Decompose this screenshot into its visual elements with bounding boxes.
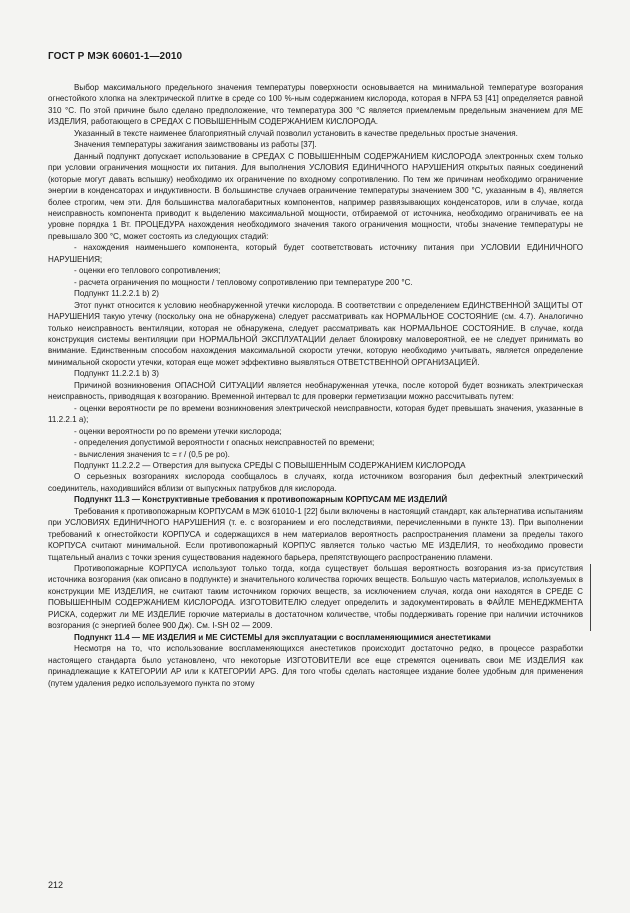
paragraph-marked: Противопожарные КОРПУСА используют только тогда, когда существует большая вероятность возгорания из-за присутствия источника возгорания (как описано в подпункте) и значительного количества горючих веществ. Большую часть материалов, используемых в конструкции МЕ ИЗДЕЛИЯ, не считают таким источником горючих веществ, за исключением случая, когда они находятся в СРЕДЕ С ПОВЫШЕННЫМ СОДЕРЖАНИЕМ КИСЛОРОДА. ИЗГОТОВИТЕЛЮ следует определить и задокументировать в ФАЙЛЕ МЕНЕДЖМЕНТА РИСКА, содержит ли МЕ ИЗДЕЛИЕ горючие материалы в достаточном количестве, чтобы поддерживать горение при наличии источников возгорания (с энергией более 900 Дж). См. I-SH 02 — 2009. — [48, 564, 583, 631]
subclause-heading: Подпункт 11.2.2.1 b) 3) — [74, 369, 159, 379]
paragraph: Данный подпункт допускает использование в СРЕДАХ С ПОВЫШЕННЫМ СОДЕРЖАНИЕМ КИСЛОРОДА электронных схем только при условии ограничения мощности их питания. Для выполнения УСЛОВИЯ ЕДИНИЧНОГО НАРУШЕНИЯ открытых паяных соединений (которые могут давать вспышку) необходимо их ограничение по входному сопротивлению. По тем же причинам необходимо ограничение энергии в конденсаторах и индуктивности. В большинстве случаев ограничение температуры значением 300 °С, указанным в 4), является более строгим, чем эти. Для большинства малогабаритных компонентов, например развязывающих конденсаторов, или в случае, когда неисправность компонента приводит к выделению максимальной мощности, отбираемой от источника, необходимо ограничивать ее на уровне порядка 1 Вт. ПРОЦЕДУРА нахождения необходимого значения такого ограничения мощности, чтобы значение температуры не превышало 300 °С, может состоять из следующих стадий: — [48, 151, 583, 241]
standard-header: ГОСТ Р МЭК 60601-1—2010 — [48, 51, 183, 62]
paragraph: Указанный в тексте наименее благоприятный случай позволил установить в качестве предельных простые значения. — [74, 128, 518, 138]
paragraph: Причиной возникновения ОПАСНОЙ СИТУАЦИИ является необнаруженная утечка, после которой будет возникать электрическая неисправность, приводящая к возгоранию. Временной интервал tc для проверки герметизации можно рассчитывать путем: — [48, 380, 583, 402]
list-item: - нахождения наименьшего компонента, который будет соответствовать источнику питания при УСЛОВИИ ЕДИНИЧНОГО НАРУШЕНИЯ; — [48, 243, 583, 264]
page-number: 212 — [48, 880, 64, 890]
subclause-heading-bold: Подпункт 11.4 — МЕ ИЗДЕЛИЯ и МЕ СИСТЕМЫ для эксплуатации с воспламеняющимися анестетиками — [74, 632, 491, 642]
subclause-heading: Подпункт 11.2.2.2 — Отверстия для выпуска СРЕДЫ С ПОВЫШЕННЫМ СОДЕРЖАНИЕМ КИСЛОРОДА — [74, 460, 466, 470]
paragraph: Значения температуры зажигания заимствованы из работы [37]. — [74, 140, 317, 150]
list-item: - оценки вероятности pe по времени возникновения электрической неисправности, которая будет превышать значения, указанные в 11.2.2.1 а); — [48, 403, 583, 425]
subclause-heading-bold: Подпункт 11.3 — Конструктивные требования к противопожарным КОРПУСАМ МЕ ИЗДЕЛИЙ — [74, 495, 448, 505]
list-item: - определения допустимой вероятности r опасных неисправностей по времени; — [74, 438, 375, 448]
list-item: - расчета ограничения по мощности / тепловому сопротивлению при температуре 200 °С. — [74, 277, 413, 287]
paragraph: Несмотря на то, что использование воспламеняющихся анестетиков происходит достаточно редко, в процессе разработки настоящего стандарта было установлено, что некоторые ИЗГОТОВИТЕЛИ все еще стремятся оценивать свои МЕ ИЗДЕЛИЯ как принадлежащие к КАТЕГОРИИ АР или к КАТЕГОРИИ APG. Для того чтобы сделать настоящее издание более удобным для применения (путем удаления редко используемого пункта по этому — [48, 644, 583, 688]
paragraph: Требования к противопожарным КОРПУСАМ в МЭК 61010-1 [22] были включены в настоящий стандарт, как альтернатива испытаниям при УСЛОВИЯХ ЕДИНИЧНОГО НАРУШЕНИЯ (т. е. с возгоранием и его последствиями, перечисленными в пункте 13). При выполнении требований к огнестойкости КОРПУСА и содержащихся в нем материалов вероятность распространения пламени за пределы такого КОРПУСА считают минимальной. Если противопожарный КОРПУС является только частью МЕ ИЗДЕЛИЯ, то необходимо провести тщательный анализ с точки зрения существования надежного барьера, препятствующего распространению пламени. — [48, 506, 583, 562]
formula-item: - вычисления значения tc = r / (0,5 pe po). — [74, 449, 230, 459]
list-item: - оценки его теплового сопротивления; — [74, 266, 221, 276]
paragraph: О серьезных возгораниях кислорода сообщалось в случаях, когда источником возгорания был дефектный электрический соединитель, находившийся вблизи от выпускных патрубков для кислорода. — [48, 472, 583, 493]
paragraph: Этот пункт относится к условию необнаруженной утечки кислорода. В соответствии с определением ЕДИНСТВЕННОЙ ЗАЩИТЫ ОТ НАРУШЕНИЯ такую утечку (поскольку она не обнаружена) следует рассматривать как НОРМАЛЬНОЕ СОСТОЯНИЕ (см. 4.7). Аналогично только неисправность вентиляции, которая не обнаружена, следует рассматривать как НОРМАЛЬНОЕ СОСТОЯНИЕ. В случае, когда конструкция системы вентиляции при НОРМАЛЬНОЙ ЭКСПЛУАТАЦИИ делает блокировку маловероятной, ее не следует принимать во внимание. Единственным способом нахождения максимальной скорости утечки, которую необходимо учитывать, является определение минимальной скорости утечки, которая еще может эффективно выявляться ОТВЕТСТВЕННОЙ ОРГАНИЗАЦИЕЙ. — [48, 300, 583, 367]
document-body — [48, 82, 583, 689]
subclause-heading: Подпункт 11.2.2.1 b) 2) — [74, 289, 159, 299]
paragraph: Выбор максимального предельного значения температуры поверхности основывается на минимальной температуре возгорания огнестойкого хлопка на электрической плитке в среде со 100 %-ным содержанием кислорода, которая в NFPA 53 [41] определяется равной 310 °С. По этой причине было сделано предположение, что температура 300 °С является приемлемым предельным значением для МЕ ИЗДЕЛИЯ, работающего в СРЕДАХ С ПОВЫШЕННЫМ СОДЕРЖАНИЕМ КИСЛОРОДА. — [48, 83, 583, 127]
list-item: - оценки вероятности po по времени утечки кислорода; — [74, 426, 282, 436]
